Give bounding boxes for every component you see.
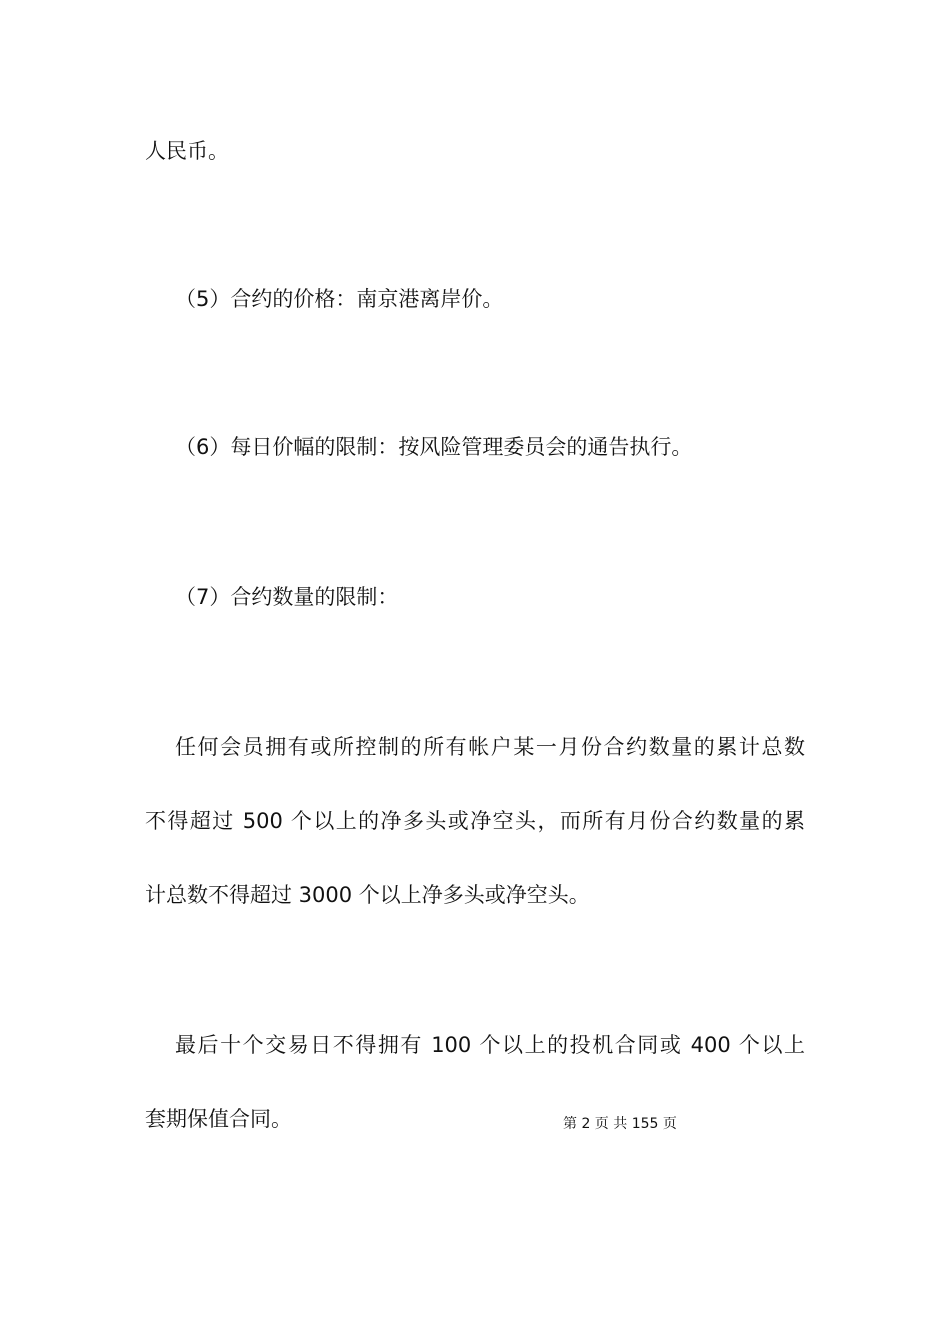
paragraph-line: 任何会员拥有或所控制的所有帐户某一月份合约数量的累计总数 <box>175 735 805 759</box>
paragraph-line: 计总数不得超过 3000 个以上净多头或净空头。 <box>145 883 590 907</box>
paragraph-line: （7）合约数量的限制： <box>175 585 399 609</box>
paragraph-line: 最后十个交易日不得拥有 100 个以上的投机合同或 400 个以上 <box>175 1033 805 1057</box>
paragraph-line: （5）合约的价格：南京港离岸价。 <box>175 287 504 311</box>
paragraph-line: （6）每日价幅的限制：按风险管理委员会的通告执行。 <box>175 435 693 459</box>
paragraph-line: 人民币。 <box>145 139 229 163</box>
page-number: 第 2 页 共 155 页 <box>563 1116 677 1132</box>
paragraph-line: 不得超过 500 个以上的净多头或净空头，而所有月份合约数量的累 <box>145 809 805 833</box>
paragraph-line: 套期保值合同。 <box>145 1107 292 1131</box>
